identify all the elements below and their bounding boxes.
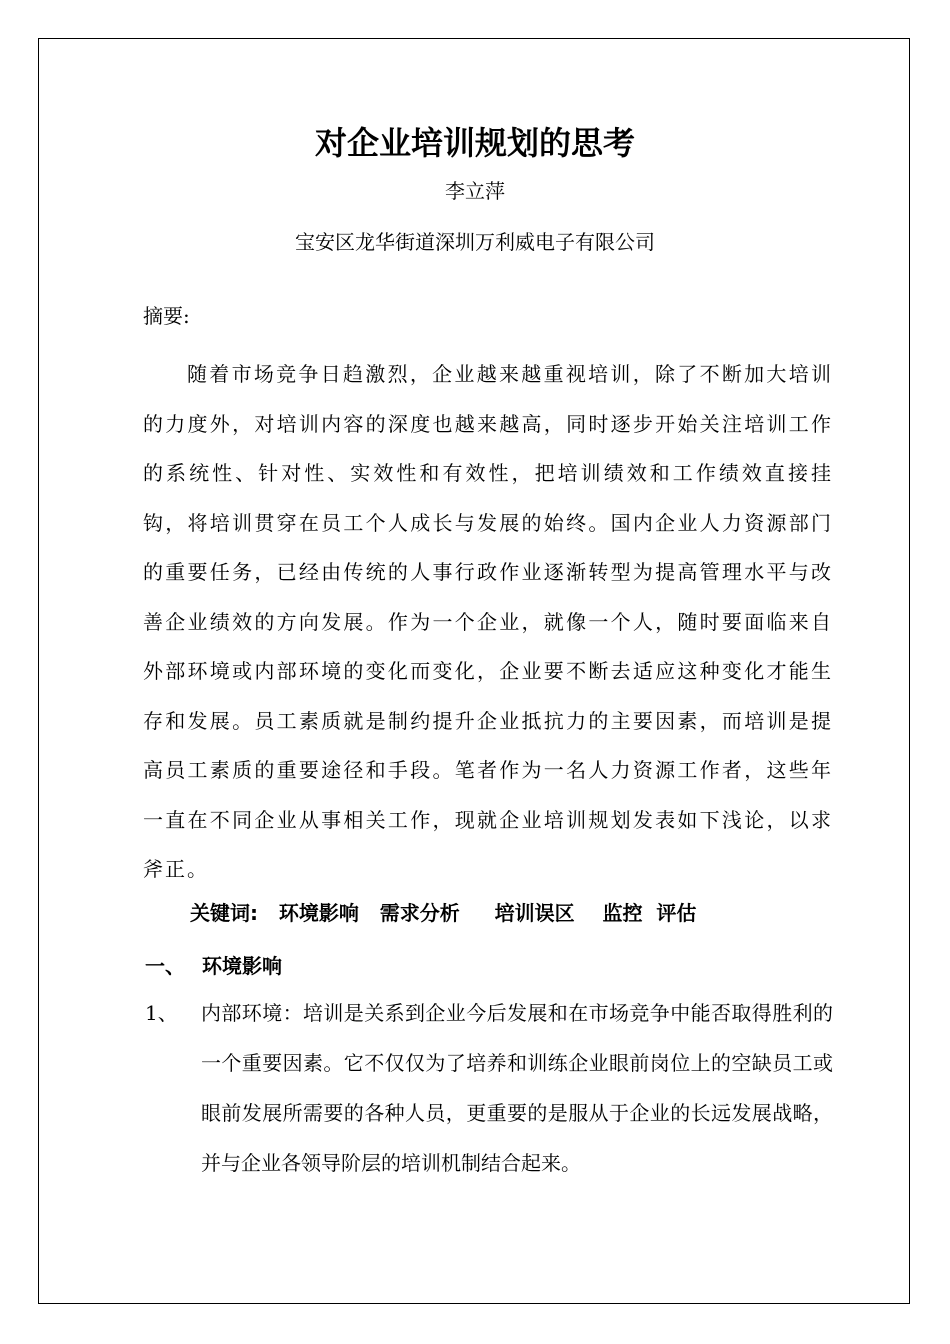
list-item-text: 内部环境：培训是关系到企业今后发展和在市场竞争中能否取得胜利的一个重要因素。它不仅仅为了培养和训练企业眼前岗位上的空缺员工或眼前发展所需要的各种人员，更重要的是服从于企业的长远发展战略，并与企业各领导阶层的培训机制结合起来。 (201, 1001, 833, 1175)
abstract-label: 摘要: (143, 304, 190, 328)
keywords-line: 关键词: 环境影响 需求分析 培训误区 监控 评估 (190, 901, 697, 925)
list-item-number: 1、 (145, 1001, 178, 1025)
author-organization: 宝安区龙华街道深圳万利威电子有限公司 (295, 230, 655, 254)
document-title: 对企业培训规划的思考 (314, 124, 635, 162)
section-heading (145, 950, 282, 982)
author-name: 李立萍 (445, 179, 505, 203)
section-title: 环境影响 (202, 954, 282, 978)
section-number: 一、 (145, 954, 185, 978)
abstract-paragraph: 随着市场竞争日趋激烈，企业越来越重视培训，除了不断加大培训的力度外，对培训内容的深度也越来越高，同时逐步开始关注培训工作的系统性、针对性、实效性和有效性，把培训绩效和工作绩效直接挂钩，将培训贯穿在员工个人成长与发展的始终。国内企业人力资源部门的重要任务，已经由传统的人事行政作业逐渐转型为提高管理水平与改善企业绩效的方向发展。作为一个企业，就像一个人，随时要面临来自外部环境或内部环境的变化而变化，企业要不断去适应这种变化才能生存和发展。员工素质就是制约提升企业抵抗力的主要因素，而培训是提高员工素质的重要途径和手段。笔者作为一名人力资源工作者，这些年一直在不同企业从事相关工作，现就企业培训规划发表如下浅论，以求斧正。 (143, 362, 833, 881)
